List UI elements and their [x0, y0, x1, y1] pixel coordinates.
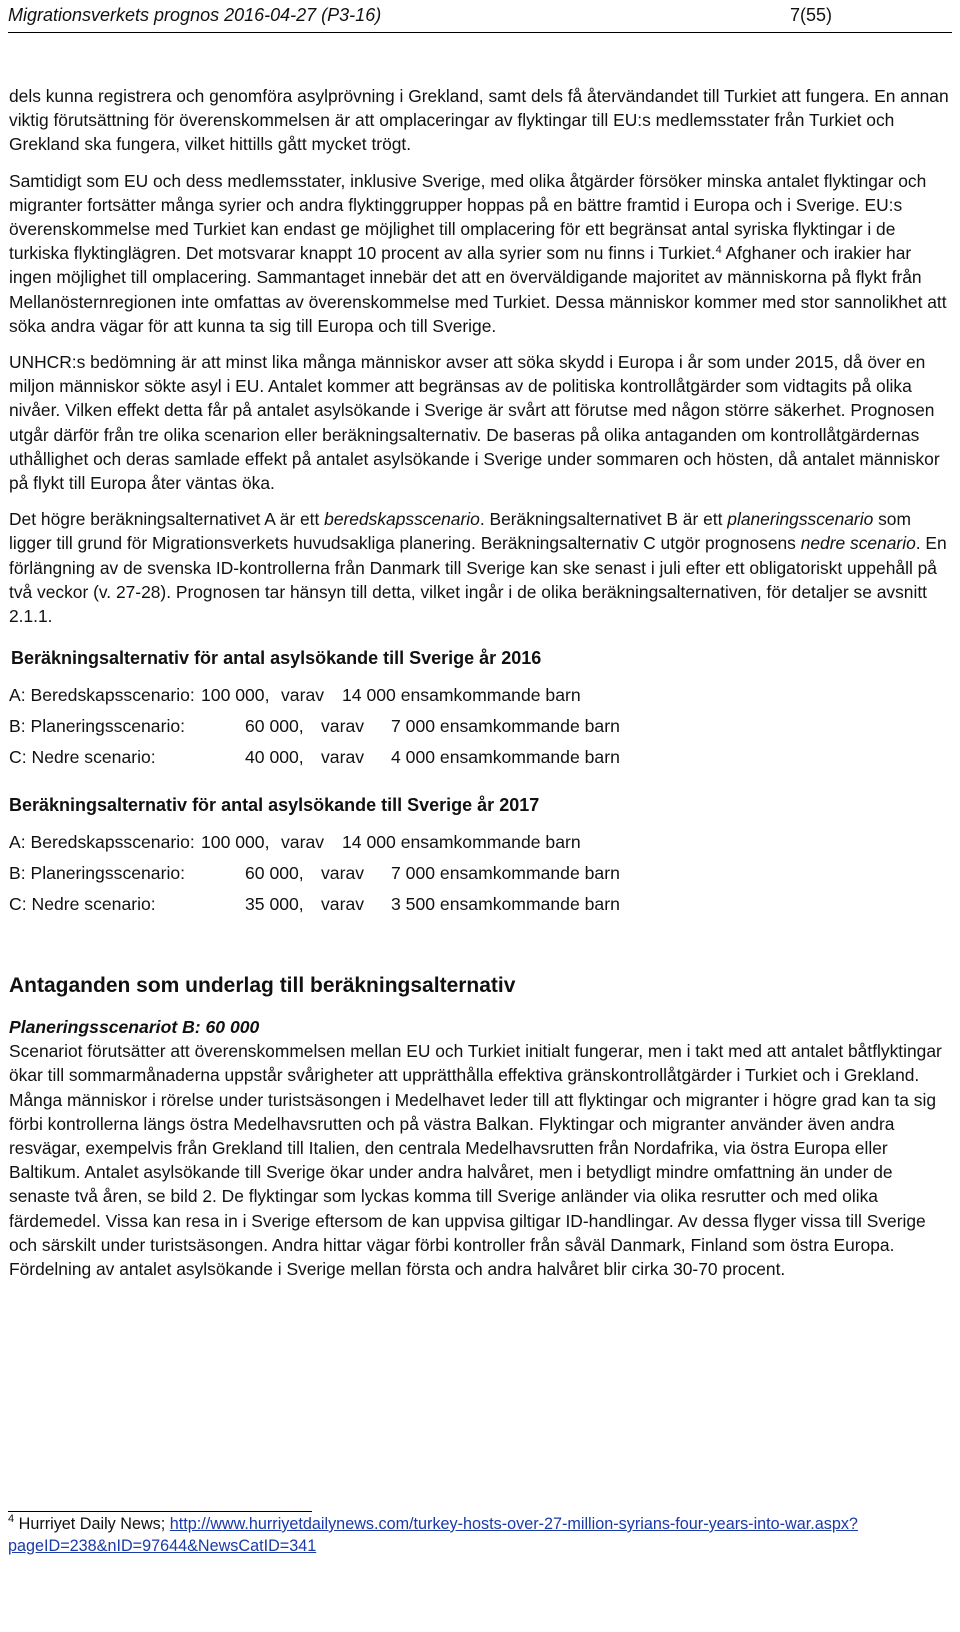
scenario-count: 60 000, [245, 863, 304, 884]
document-title: Migrationsverkets prognos 2016-04-27 (P3-16) [8, 5, 382, 25]
footnote-reference[interactable]: 4 [715, 244, 722, 257]
scenario-label: C: Nedre scenario: [9, 894, 156, 915]
scenario-children: 4 000 ensamkommande barn [391, 747, 620, 768]
scenario-count: 35 000, [245, 894, 304, 915]
alternative-row [9, 858, 953, 889]
scenario-label: A: Beredskapsscenario: [9, 832, 195, 853]
scenario-varav: varav [321, 863, 365, 884]
footnote [8, 1513, 952, 1557]
scenarios-text-b: . Beräkningsalternativet B är ett [479, 509, 728, 530]
alternatives-2016-list [9, 680, 953, 773]
scenario-label: B: Planeringsscenario: [9, 863, 186, 884]
page-header [8, 2, 952, 28]
scenarios-text-d: . En förlängning av de svenska ID-kontrollerna från Danmark till Sverige kan ske senast i juli efter ett obligatoriskt uppehåll på två veckor (v. 27-28). Prognosen tar hänsyn till detta, vilket ingår i de olika beräkningsalternativen, för detaljer se avsnitt 2.1.1. [9, 533, 947, 627]
alternative-row [9, 827, 953, 858]
footnote-divider [8, 1511, 312, 1512]
scenario-children: 3 500 ensamkommande barn [391, 894, 620, 915]
alternatives-2017-heading: Beräkningsalternativ för antal asylsökande till Sverige år 2017 [9, 795, 540, 816]
scenario-varav: varav [321, 716, 365, 737]
paragraph-scenarios [9, 507, 953, 628]
scenario-label: A: Beredskapsscenario: [9, 685, 195, 706]
scenarios-term-a: beredskapsscenario [324, 509, 480, 530]
page-content [9, 84, 953, 1281]
scenario-varav: varav [321, 894, 365, 915]
scenario-varav: varav [321, 747, 365, 768]
paragraph-refugees-text-a: Samtidigt som EU och dess medlemsstater, inklusive Sverige, med olika åtgärder försöker minska antalet flyktingar och migranter fortsätter många syrier och andra flyktinggrupper hoppas på en bättre framtid i Europa och i Sverige. EU:s överenskommelse med Turkiet kan endast ge möjlighet till omplacering för ett begränsat antal syriska flyktingar i de turkiska flyktinglägren. Det motsvarar knappt 10 procent av alla syrier som nu finns i Turkiet. [9, 170, 927, 264]
scenario-count: 100 000, [201, 832, 270, 853]
paragraph-refugees [9, 169, 953, 338]
page-number: 7(55) [790, 5, 833, 25]
footnote-source: Hurriyet Daily News [18, 1515, 161, 1533]
scenario-count: 60 000, [245, 716, 304, 737]
paragraph-refugees-text-b: Afghaner och irakier har ingen möjlighet till omplacering. Sammantaget innebär det att en överväldigande majoritet av människorna på flykt från Mellanösternregionen inte omfattas av överenskommelse med Turkiet. Dessa människor kommer med stor sannolikhet att söka andra vägar för att kunna ta sig till Europa och till Sverige. [9, 243, 947, 336]
assumptions-heading: Antaganden som underlag till beräkningsalternativ [9, 974, 516, 998]
scenario-children: 7 000 ensamkommande barn [391, 863, 620, 884]
alternatives-2016-heading: Beräkningsalternativ för antal asylsökande till Sverige år 2016 [11, 648, 542, 669]
scenario-count: 40 000, [245, 747, 304, 768]
alternatives-2017-list [9, 827, 953, 920]
scenarios-text-c: som ligger till grund för Migrationsverkets huvudsakliga planering. Beräkningsalternativ C utgör prognosens [9, 509, 911, 554]
footnote-separator: ; [160, 1515, 170, 1533]
scenario-children: 14 000 ensamkommande barn [342, 832, 581, 853]
scenario-varav: varav [281, 832, 325, 853]
scenario-count: 100 000, [201, 685, 270, 706]
planning-scenario-paragraph: Scenariot förutsätter att överenskommelsen mellan EU och Turkiet initialt fungerar, men i takt med att antalet båtflyktingar ökar till sommarmånaderna uppstår svårigheter att upprätthålla effektiva gränskontrollåtgärder i Turkiet och i Grekland. Många människor i rörelse under turistsäsongen i Medelhavet leder till att flyktingar och migranter i högre grad kan ta sig förbi kontrollerna längs östra Medelhavsrutten och på västra Balkan. Flyktingar och migranter använder även andra resvägar, exempelvis från Grekland till Italien, den centrala Medelhavsrutten från Nordafrika, via östra Europa eller Baltikum. Antalet asylsökande till Sverige ökar under andra halvåret, men i betydligt mindre omfattning än under de senaste två åren, se bild 2. De flyktingar som lyckas komma till Sverige anländer via olika resrutter och med olika färdemedel. Vissa kan resa in i Sverige eftersom de kan uppvisa giltigar ID-handlingar. Av dessa flyger vissa till Sverige och särskilt under turistsäsongen. Andra hittar vägar förbi kontroller från såväl Danmark, Finland som östra Europa. Fördelning av antalet asylsökande i Sverige mellan första och andra halvåret blir cirka 30-70 procent. [9, 1041, 942, 1280]
footnote-number: 4 [8, 1513, 15, 1525]
alternative-row [9, 711, 953, 742]
scenario-label: B: Planeringsscenario: [9, 716, 186, 737]
footnote-link[interactable]: http://www.hurriyetdailynews.com/turkey-hosts-over-27-million-syrians-four-years-into-war.aspx?pageID=238&nID=97644&NewsCatID=341 [8, 1515, 858, 1555]
scenario-children: 14 000 ensamkommande barn [342, 685, 581, 706]
scenarios-text-a: Det högre beräkningsalternativet A är ett [9, 509, 325, 530]
header-divider [8, 32, 952, 33]
scenarios-term-c: nedre scenario [800, 533, 916, 554]
scenarios-term-b: planeringsscenario [727, 509, 874, 530]
scenario-varav: varav [281, 685, 325, 706]
planning-scenario-subheading: Planeringsscenariot B: 60 000 [9, 1017, 260, 1038]
paragraph-unhcr: UNHCR:s bedömning är att minst lika många människor avser att söka skydd i Europa i år som under 2015, då över en miljon människor sökte asyl i EU. Antalet kommer att begränsas av de politiska kontrollåtgärder som vidtagits på olika nivåer. Vilken effekt detta får på antalet asylsökande i Sverige är svårt att förutse med någon större säkerhet. Prognosen utgår därför från tre olika scenarion eller beräkningsalternativ. De baseras på olika antaganden om kontrollåtgärdernas uthållighet och deras samlade effekt på antalet asylsökande i Sverige under sommaren och hösten, då antalet människor på flykt till Europa åter väntas öka. [9, 352, 940, 494]
scenario-label: C: Nedre scenario: [9, 747, 156, 768]
alternative-row [9, 742, 953, 773]
paragraph-turkey-agreement: dels kunna registrera och genomföra asylprövning i Grekland, samt dels få återvändandet till Turkiet att fungera. En annan viktig förutsättning för överenskommelsen är att omplaceringar av flyktingar till EU:s medlemsstater från Turkiet och Grekland ska fungera, vilket hittills gått mycket trögt. [9, 86, 949, 155]
scenario-children: 7 000 ensamkommande barn [391, 716, 620, 737]
alternative-row [9, 889, 953, 920]
alternative-row [9, 680, 953, 711]
